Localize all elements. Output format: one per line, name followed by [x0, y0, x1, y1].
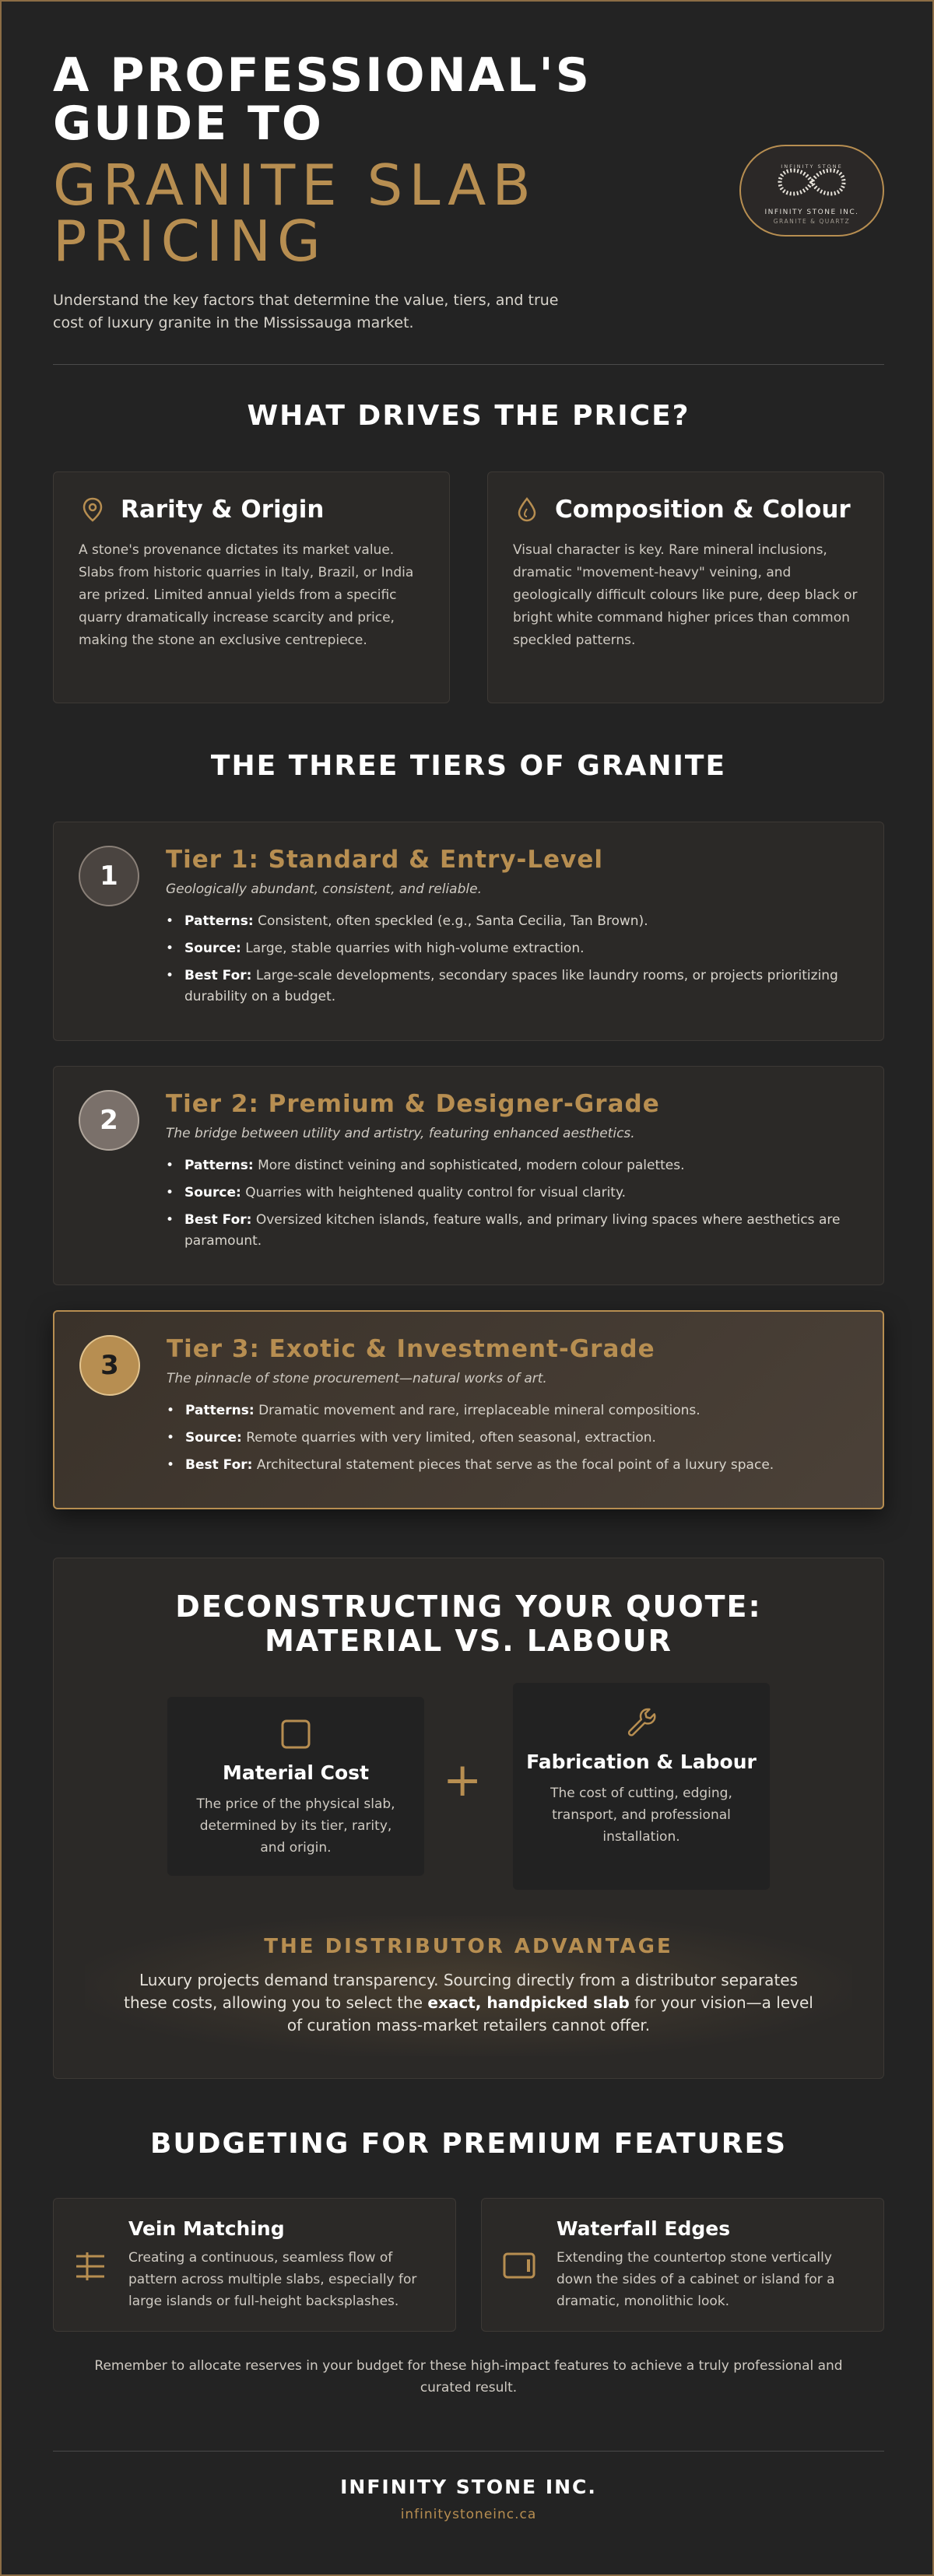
advantage-text-bold: exact, handpicked slab [427, 1993, 630, 2012]
labour-cost-box [513, 1683, 770, 1890]
point-text: Architectural statement pieces that serve as the focal point of a luxury space. [256, 1457, 774, 1473]
point-label: Source: [184, 1185, 241, 1200]
drivers-title: WHAT DRIVES THE PRICE? [247, 400, 690, 432]
tier-point [166, 966, 860, 1008]
tier-card-2 [53, 1066, 884, 1285]
budget-note: Remember to allocate reserves in your budget for these high-impact features to achieve a truly professional and curated result. [94, 2358, 843, 2396]
logo-name: INFINITY STONE INC. [764, 209, 859, 216]
feature-body: Extending the countertop stone vertically down the sides of a cabinet or island for a dramatic, monolithic look. [557, 2250, 835, 2309]
driver-body: A stone's provenance dictates its market value. Slabs from historic quarries in Italy, Brazil, or India are prized. Limited annual yields from a specific quarry dramatically increase scarcity and price, making the stone an exclusive centrepiece. [79, 542, 414, 648]
brand-logo [739, 145, 884, 237]
feature-card-vein-matching [53, 2198, 456, 2332]
tier-number-badge: 3 [79, 1335, 140, 1396]
point-label: Best For: [184, 968, 252, 983]
point-label: Patterns: [184, 913, 254, 929]
advantage-text-part: Luxury projects demand transparency. Sourcing directly from a distributor separates these costs, allowing you to select the [124, 1971, 799, 2012]
advantage-text [116, 1969, 821, 2037]
point-text: Quarries with heightened quality control for visual clarity. [245, 1185, 627, 1200]
advantage-text-part: for your vision—a level of curation mass-market retailers cannot offer. [286, 1993, 813, 2035]
tier-points [166, 1155, 860, 1252]
tier-point [166, 938, 860, 959]
driver-card-rarity [53, 471, 450, 703]
point-label: Source: [185, 1430, 242, 1446]
tier-point [167, 1428, 859, 1449]
tier-title: Tier 1: Standard & Entry-Level [166, 846, 604, 874]
material-heading: Material Cost [222, 1761, 370, 1784]
point-text: Large, stable quarries with high-volume extraction. [245, 941, 585, 956]
wrench-icon [624, 1705, 658, 1739]
hero-title-line2: GRANITE SLAB PRICING [53, 152, 537, 274]
tier-point [166, 1183, 860, 1204]
feature-body: Creating a continuous, seamless flow of pattern across multiple slabs, especially for large islands or full-height backsplashes. [128, 2250, 417, 2309]
tier-card-1 [53, 822, 884, 1041]
point-text: Large-scale developments, secondary spaces like laundry rooms, or projects prioritizing durability on a budget. [184, 968, 838, 1004]
point-label: Source: [184, 941, 241, 956]
tiers-title: THE THREE TIERS OF GRANITE [210, 750, 727, 782]
infinity-logo-icon [769, 160, 855, 204]
tier-number-badge: 1 [79, 846, 139, 906]
tier-tagline: The bridge between utility and artistry, featuring enhanced aesthetics. [166, 1126, 635, 1141]
tier-point [167, 1400, 859, 1421]
tier-tagline: The pinnacle of stone procurement—natural works of art. [167, 1371, 547, 1386]
tier-point [166, 911, 860, 932]
hero-subtitle: Understand the key factors that determine the value, tiers, and true cost of luxury granite in the Mississauga market. [53, 292, 559, 331]
labour-body: The cost of cutting, edging, transport, and professional installation. [550, 1786, 732, 1845]
tier-tagline: Geologically abundant, consistent, and reliable. [166, 881, 482, 897]
footer-company-name: INFINITY STONE INC. [340, 2476, 597, 2498]
point-label: Best For: [184, 1212, 252, 1228]
driver-body: Visual character is key. Rare mineral inclusions, dramatic "movement-heavy" veining, and geologically difficult colours like pure, deep black or bright white command higher prices than common speckled patterns. [513, 542, 858, 648]
quote-title: DECONSTRUCTING YOUR QUOTE: MATERIAL VS. LABOUR [175, 1589, 762, 1658]
point-text: More distinct veining and sophisticated, modern colour palettes. [258, 1158, 685, 1173]
driver-card-composition [487, 471, 884, 703]
point-text: Dramatic movement and rare, irreplaceable mineral compositions. [258, 1403, 700, 1418]
tier-title: Tier 2: Premium & Designer-Grade [166, 1090, 660, 1118]
tier-number-badge: 2 [79, 1090, 139, 1151]
droplet-icon [513, 496, 541, 524]
point-label: Best For: [185, 1457, 253, 1473]
tier-point [166, 1210, 860, 1252]
features-title: BUDGETING FOR PREMIUM FEATURES [149, 2128, 788, 2160]
tier-point [167, 1455, 859, 1476]
point-text: Remote quarries with very limited, often seasonal, extraction. [246, 1430, 656, 1446]
divider [53, 2451, 884, 2452]
logo-ring-text: INFINITY STONE [781, 163, 843, 170]
square-icon [280, 1719, 311, 1750]
feature-heading: Waterfall Edges [557, 2217, 731, 2240]
labour-heading: Fabrication & Labour [526, 1751, 757, 1773]
tier-point [166, 1155, 860, 1176]
plus-sign: + [443, 1753, 483, 1807]
distributor-advantage [85, 1916, 852, 2056]
advantage-title: THE DISTRIBUTOR ADVANTAGE [264, 1935, 673, 1958]
hero-section [53, 48, 884, 363]
driver-heading: Rarity & Origin [121, 496, 325, 524]
material-cost-box [167, 1697, 424, 1876]
feature-card-waterfall-edges [481, 2198, 884, 2332]
tier-points [167, 1400, 859, 1476]
material-body: The price of the physical slab, determined by its tier, rarity, and origin. [196, 1796, 395, 1856]
tier-card-3 [53, 1310, 884, 1509]
point-text: Oversized kitchen islands, feature walls, and primary living spaces where aesthetics are paramount. [184, 1212, 841, 1249]
waterfall-edge-icon [502, 2250, 536, 2281]
tier-points [166, 911, 860, 1008]
vein-lines-icon [74, 2250, 107, 2283]
quote-section [53, 1558, 884, 2079]
point-label: Patterns: [185, 1403, 255, 1418]
divider [53, 364, 884, 365]
map-pin-icon [79, 496, 107, 524]
feature-heading: Vein Matching [128, 2217, 285, 2240]
footer-website-link[interactable]: infinitystoneinc.ca [400, 2507, 537, 2522]
hero-title-line1: A PROFESSIONAL'S GUIDE TO [53, 48, 592, 151]
driver-heading: Composition & Colour [555, 496, 851, 524]
point-text: Consistent, often speckled (e.g., Santa Cecilia, Tan Brown). [258, 913, 648, 929]
tier-title: Tier 3: Exotic & Investment-Grade [167, 1335, 655, 1363]
point-label: Patterns: [184, 1158, 254, 1173]
logo-tagline: GRANITE & QUARTZ [773, 218, 851, 225]
